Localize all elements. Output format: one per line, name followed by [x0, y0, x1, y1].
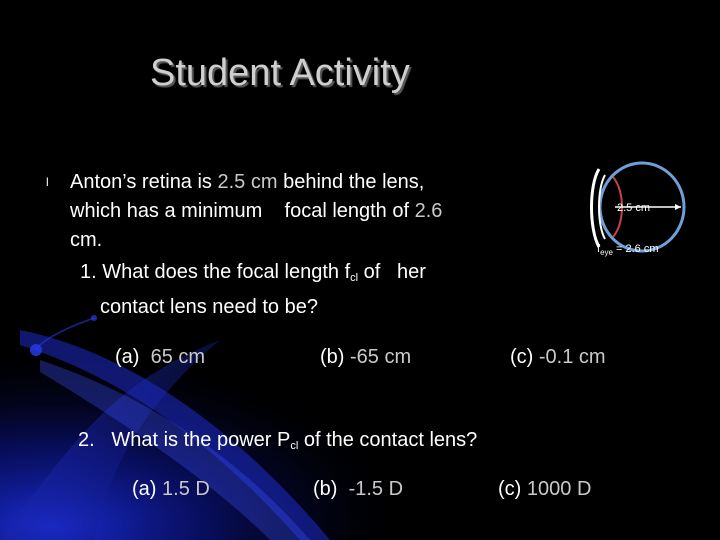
contact-lens-shape	[592, 169, 600, 247]
intro-line-1: Anton’s retina is 2.5 cm behind the lens,	[70, 171, 425, 193]
intro-line-3: cm.	[70, 229, 103, 251]
q1-option-c: (c) -0.1 cm	[510, 346, 606, 368]
question-2: 2. What is the power $P_{cl}$ of the contact lens?	[78, 429, 478, 452]
q1-option-b: (b) -65 cm	[320, 346, 412, 368]
q2-option-b: (b) -1.5 D	[313, 478, 404, 500]
intro-text	[70, 168, 442, 255]
q1-option-a: (a) 65 cm	[115, 346, 206, 368]
question-1-line-1: 1. What does the focal length $f_{cl}$ of her	[80, 261, 426, 284]
question-1-line-2: contact lens need to be?	[100, 296, 318, 318]
bullet-icon: l	[46, 175, 49, 189]
intro-line-2: which has a minimum focal length of 2.6	[70, 200, 443, 222]
focal-length-label: $f_{eye} = 2.6$ cm	[597, 243, 659, 257]
distance-label: 2.5 cm	[617, 202, 651, 214]
question-1	[80, 258, 426, 322]
slide-title: Student Activity	[150, 52, 410, 94]
q2-option-a: (a) 1.5 D	[132, 478, 210, 500]
q2-option-c: (c) 1000 D	[498, 478, 592, 500]
